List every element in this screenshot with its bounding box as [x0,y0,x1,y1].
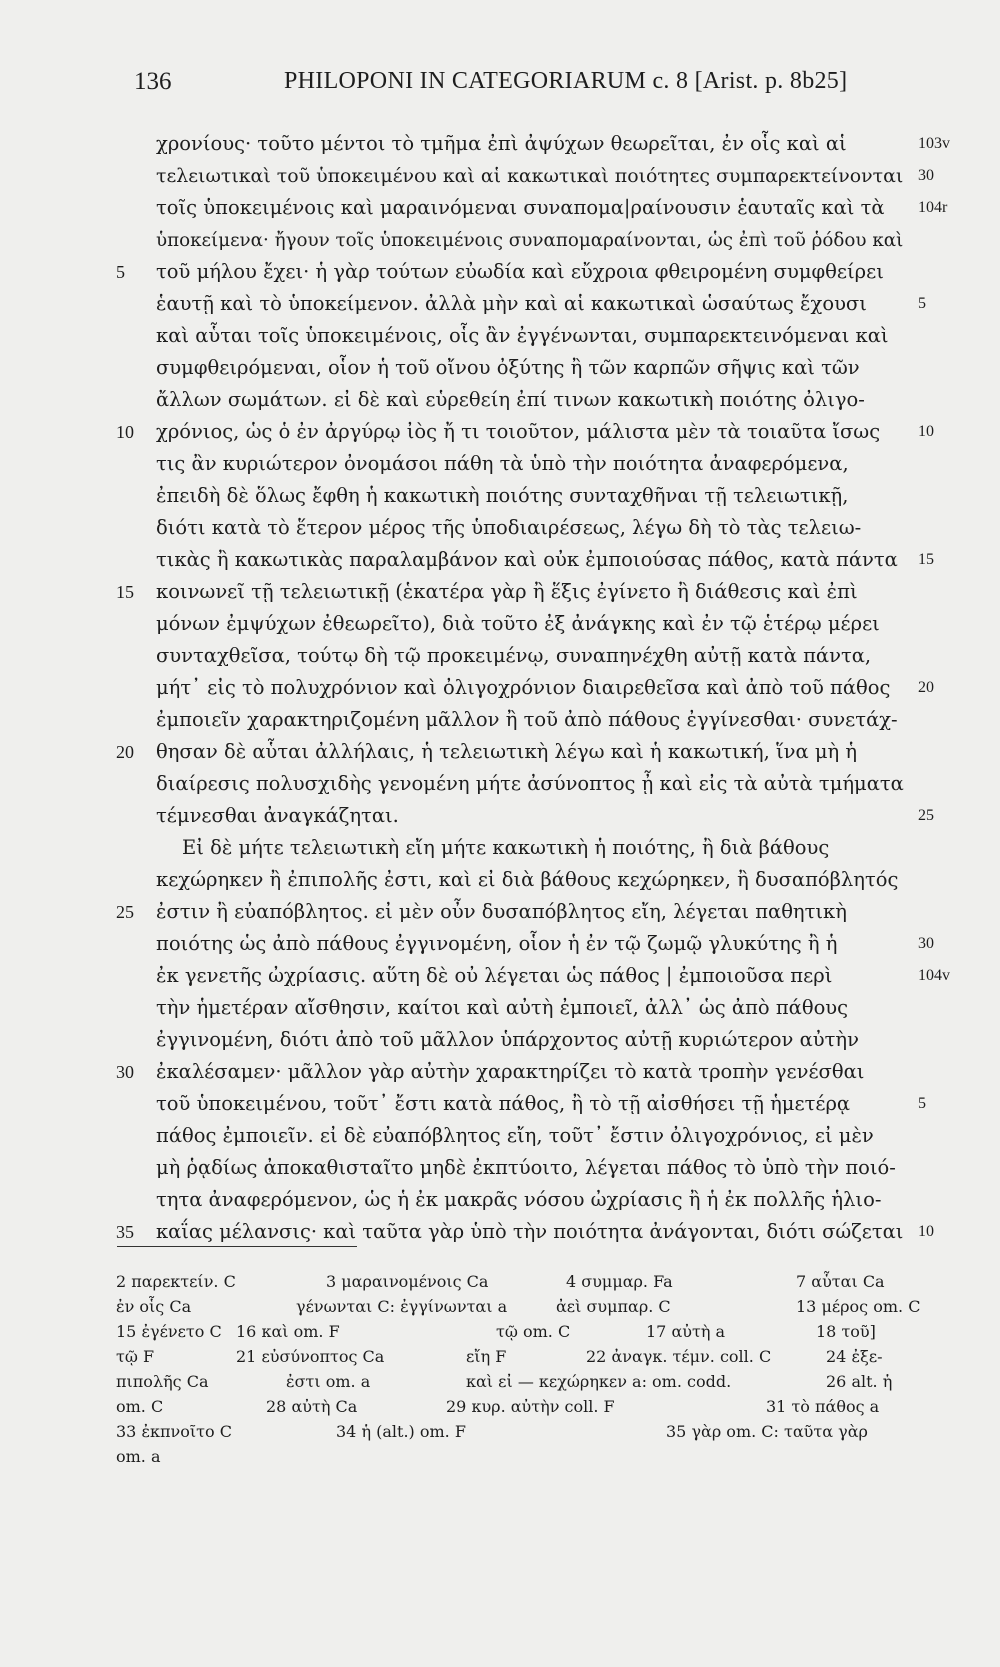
line-text: τέμνεσθαι ἀναγκάζηται. [156,804,399,827]
apparatus-entry: γένωνται C: ἐγγίνωνται a [296,1297,508,1316]
text-line [156,192,948,224]
margin-reference: 103v [918,135,950,152]
line-text: διαίρεσις πολυσχιδὴς γενομένη μήτε ἀσύνοπτος ᾖ καὶ εἰς τὰ αὐτὰ τμήματα [156,772,904,795]
apparatus-entry: καὶ εἰ — κεχώρηκεν a: om. codd. [466,1372,732,1391]
text-line [156,128,950,160]
apparatus-entry: ἐστι om. a [286,1372,371,1391]
apparatus-line [116,1372,936,1397]
margin-reference: 10 [918,423,934,440]
line-text: τητα ἀναφερόμενον, ὡς ἡ ἐκ μακρᾶς νόσου ὠχρίασις ἢ ἡ ἐκ πολλῆς ἡλιο- [156,1188,882,1211]
apparatus-entry: 15 ἐγένετο C [116,1322,222,1341]
line-text: ἐγγινομένη, διότι ἀπὸ τοῦ μᾶλλον ὑπάρχοντος αὐτῇ κυριώτερον αὐτὴν [156,1028,859,1051]
text-line [156,544,934,576]
line-text: τικὰς ἢ κακωτικὰς παραλαμβάνον καὶ οὐκ ἐμποιούσας πάθος, κατὰ πάντα [156,548,898,571]
text-line [156,800,934,832]
line-text: ὑποκείμενα· ἤγουν τοῖς ὑποκειμένοις συναπομαραίνονται, ὡς ἐπὶ τοῦ ῥόδου καὶ [156,230,904,251]
text-line [156,448,916,480]
line-text: κοινωνεῖ τῇ τελειωτικῇ (ἑκατέρα γὰρ ἢ ἕξις ἐγίνετο ἢ διάθεσις καὶ ἐπὶ [156,580,858,603]
line-text: ἑαυτῇ καὶ τὸ ὑποκείμενον. ἀλλὰ μὴν καὶ αἱ κακωτικαὶ ὡσαύτως ἔχουσι [156,292,867,315]
line-text: πάθος ἐμποιεῖν. εἰ δὲ εὐαπόβλητος εἴη, τοῦτ᾽ ἔστιν ὀλιγοχρόνιος, εἰ μὲν [156,1124,874,1147]
text-line [156,1088,926,1120]
apparatus-line [116,1422,936,1447]
line-text: Εἰ δὲ μήτε τελειωτικὴ εἴη μήτε κακωτικὴ ἡ ποιότης, ἢ διὰ βάθους [182,836,830,859]
line-text: κεχώρηκεν ἢ ἐπιπολῆς ἐστι, καὶ εἰ διὰ βάθους κεχώρηκεν, ἢ δυσαπόβλητός [156,868,899,891]
text-line [116,256,916,288]
line-text: τὴν ἡμετέραν αἴσθησιν, καίτοι καὶ αὐτὴ ἐμποιεῖ, ἀλλ᾽ ὡς ἀπὸ πάθους [156,996,849,1019]
text-line [156,1152,916,1184]
apparatus-entry: 22 ἀναγκ. τέμν. coll. C [586,1347,772,1366]
apparatus-entry: 24 ἐξε- [826,1347,883,1366]
apparatus-line [116,1272,936,1297]
apparatus-entry: 16 καὶ om. F [236,1322,340,1341]
apparatus-line [116,1397,936,1422]
text-line [156,480,916,512]
margin-reference: 104v [918,967,950,984]
apparatus-entry: 34 ἡ (alt.) om. F [336,1422,466,1441]
line-text: ποιότης ὡς ἀπὸ πάθους ἐγγινομένη, οἷον ἡ ἐν τῷ ζωμῷ γλυκύτης ἢ ἡ [156,932,838,955]
apparatus-entry: 2 παρεκτείν. C [116,1272,236,1291]
apparatus-line [116,1322,936,1347]
apparatus-entry: 4 συμμαρ. Fa [566,1272,673,1291]
margin-reference: 104r [918,199,948,216]
text-line [156,768,916,800]
apparatus-line [116,1297,936,1322]
apparatus-entry: om. C [116,1397,164,1416]
line-text: μὴ ῥᾳδίως ἀποκαθισταῖτο μηδὲ ἐκπτύοιτο, λέγεται πάθος τὸ ὑπὸ τὴν ποιό- [156,1156,896,1179]
line-number: 5 [116,262,125,282]
text-line [156,992,916,1024]
line-text: χρόνιος, ὡς ὁ ἐν ἀργύρῳ ἰὸς ἤ τι τοιοῦτον, μάλιστα μὲν τὰ τοιαῦτα ἴσως [156,420,881,443]
line-text: μήτ᾽ εἰς τὸ πολυχρόνιον καὶ ὀλιγοχρόνιον διαιρεθεῖσα καὶ ἀπὸ τοῦ πάθος [156,676,891,699]
footnote-rule [117,1246,357,1247]
apparatus-entry: πιπολῆς Ca [116,1372,209,1391]
apparatus-line [116,1347,936,1372]
line-text: καΐας μέλανσις· καὶ ταῦτα γὰρ ὑπὸ τὴν ποιότητα ἀνάγονται, διότι σώζεται [156,1220,904,1243]
text-line [156,224,916,256]
apparatus-line [116,1447,936,1472]
margin-reference: 20 [918,679,934,696]
text-line [156,512,916,544]
apparatus-entry: 28 αὐτὴ Ca [266,1397,358,1416]
text-line [156,832,916,864]
line-number: 35 [116,1222,134,1242]
line-number: 25 [116,902,134,922]
text-line [116,1056,916,1088]
apparatus-entry: 31 τὸ πάθος a [766,1397,880,1416]
text-line [156,960,950,992]
apparatus-entry: 26 alt. ἡ [826,1372,893,1391]
text-line [116,1216,934,1248]
line-text: ἐκαλέσαμεν· μᾶλλον γὰρ αὐτὴν χαρακτηρίζει τὸ κατὰ τροπὴν γενέσθαι [156,1060,865,1083]
line-text: συνταχθεῖσα, τούτῳ δὴ τῷ προκειμένῳ, συναπηνέχθη αὐτῇ κατὰ πάντα, [156,644,872,667]
line-text: ἐμποιεῖν χαρακτηριζομένη μᾶλλον ἢ τοῦ ἀπὸ πάθους ἐγγίνεσθαι· συνετάχ- [156,708,898,731]
line-text: ἐκ γενετῆς ὠχρίασις. αὕτη δὲ οὐ λέγεται ὡς πάθος | ἐμποιοῦσα περὶ [156,964,833,987]
text-line [116,736,916,768]
text-line [156,864,916,896]
apparatus-entry: 29 κυρ. αὐτὴν coll. F [446,1397,615,1416]
line-number: 15 [116,582,134,602]
apparatus-entry: 3 μαραινομένοις Ca [326,1272,489,1291]
running-title: PHILOPONI IN CATEGORIARUM c. 8 [Arist. p. 8b25] [284,68,848,94]
text-line [156,384,916,416]
line-text: τοῦ ὑποκειμένου, τοῦτ᾽ ἔστι κατὰ πάθος, ἢ τὸ τῇ αἰσθήσει τῇ ἡμετέρᾳ [156,1092,851,1115]
text-line [156,320,916,352]
text-line [156,1024,916,1056]
margin-reference: 10 [918,1223,934,1240]
text-line [156,1120,916,1152]
text-line [156,640,916,672]
apparatus-entry: 7 αὗται Ca [796,1272,885,1291]
line-text: ἐπειδὴ δὲ ὅλως ἔφθη ἡ κακωτικὴ ποιότης συνταχθῆναι τῇ τελειωτικῇ, [156,484,849,507]
main-text [116,128,950,1248]
apparatus-entry: ἐν οἷς Ca [116,1297,192,1316]
text-line [116,896,916,928]
page-header [134,68,924,108]
line-text: τοῦ μήλου ἔχει· ἡ γὰρ τούτων εὐωδία καὶ εὔχροια φθειρομένη συμφθείρει [156,260,884,283]
margin-reference: 5 [918,295,926,312]
margin-reference: 30 [918,167,934,184]
text-line [156,160,934,192]
margin-reference: 5 [918,1095,926,1112]
apparatus-entry: τῷ om. C [496,1322,571,1341]
text-line [156,928,934,960]
margin-reference: 15 [918,551,934,568]
line-text: καὶ αὗται τοῖς ὑποκειμένοις, οἷς ἂν ἐγγένωνται, συμπαρεκτεινόμεναι καὶ [156,324,889,347]
text-line [156,1184,916,1216]
line-text: χρονίους· τοῦτο μέντοι τὸ τμῆμα ἐπὶ ἀψύχων θεωρεῖται, ἐν οἷς καὶ αἱ [156,132,847,155]
line-text: θησαν δὲ αὗται ἀλλήλαις, ἡ τελειωτικὴ λέγω καὶ ἡ κακωτική, ἵνα μὴ ἡ [156,740,858,763]
apparatus-entry: 35 γὰρ om. C: ταῦτα γὰρ [666,1422,868,1441]
line-number: 20 [116,742,134,762]
apparatus-entry: om. a [116,1447,161,1466]
line-text: ἄλλων σωμάτων. εἰ δὲ καὶ εὑρεθείη ἐπί τινων κακωτικὴ ποιότης ὀλιγο- [156,388,865,411]
critical-apparatus [116,1272,936,1472]
line-text: διότι κατὰ τὸ ἕτερον μέρος τῆς ὑποδιαιρέσεως, λέγω δὴ τὸ τὰς τελειω- [156,516,862,539]
text-line [116,576,916,608]
margin-reference: 25 [918,807,934,824]
apparatus-entry: 18 τοῦ] [816,1322,876,1341]
apparatus-entry: 21 εὐσύνοπτος Ca [236,1347,385,1366]
text-line [156,672,934,704]
line-number: 30 [116,1062,134,1082]
apparatus-entry: τῷ F [116,1347,155,1366]
line-text: μόνων ἐμψύχων ἐθεωρεῖτο), διὰ τοῦτο ἐξ ἀνάγκης καὶ ἐν τῷ ἑτέρῳ μέρει [156,612,880,635]
line-text: τις ἂν κυριώτερον ὀνομάσοι πάθη τὰ ὑπὸ τὴν ποιότητα ἀναφερόμενα, [156,452,849,475]
apparatus-entry: 13 μέρος om. C [796,1297,921,1316]
text-line [156,288,926,320]
margin-reference: 30 [918,935,934,952]
apparatus-entry: ἀεὶ συμπαρ. C [556,1297,671,1316]
text-line [156,704,916,736]
page-number: 136 [134,68,172,95]
line-text: ἐστιν ἢ εὐαπόβλητος. εἰ μὲν οὖν δυσαπόβλητος εἴη, λέγεται παθητικὴ [156,900,847,923]
text-line [156,352,916,384]
text-line [116,416,934,448]
line-text: συμφθειρόμεναι, οἷον ἡ τοῦ οἴνου ὀξύτης ἢ τῶν καρπῶν σῆψις καὶ τῶν [156,356,860,379]
line-number: 10 [116,422,134,442]
line-text: τοῖς ὑποκειμένοις καὶ μαραινόμεναι συναπομα|ραίνουσιν ἑαυταῖς καὶ τὰ [156,196,885,219]
text-line [156,608,916,640]
line-text: τελειωτικαὶ τοῦ ὑποκειμένου καὶ αἱ κακωτικαὶ ποιότητες συμπαρεκτείνονται [156,165,904,187]
apparatus-entry: 17 αὐτὴ a [646,1322,726,1341]
apparatus-entry: εἴη F [466,1347,507,1366]
apparatus-entry: 33 ἐκπνοῖτο C [116,1422,232,1441]
